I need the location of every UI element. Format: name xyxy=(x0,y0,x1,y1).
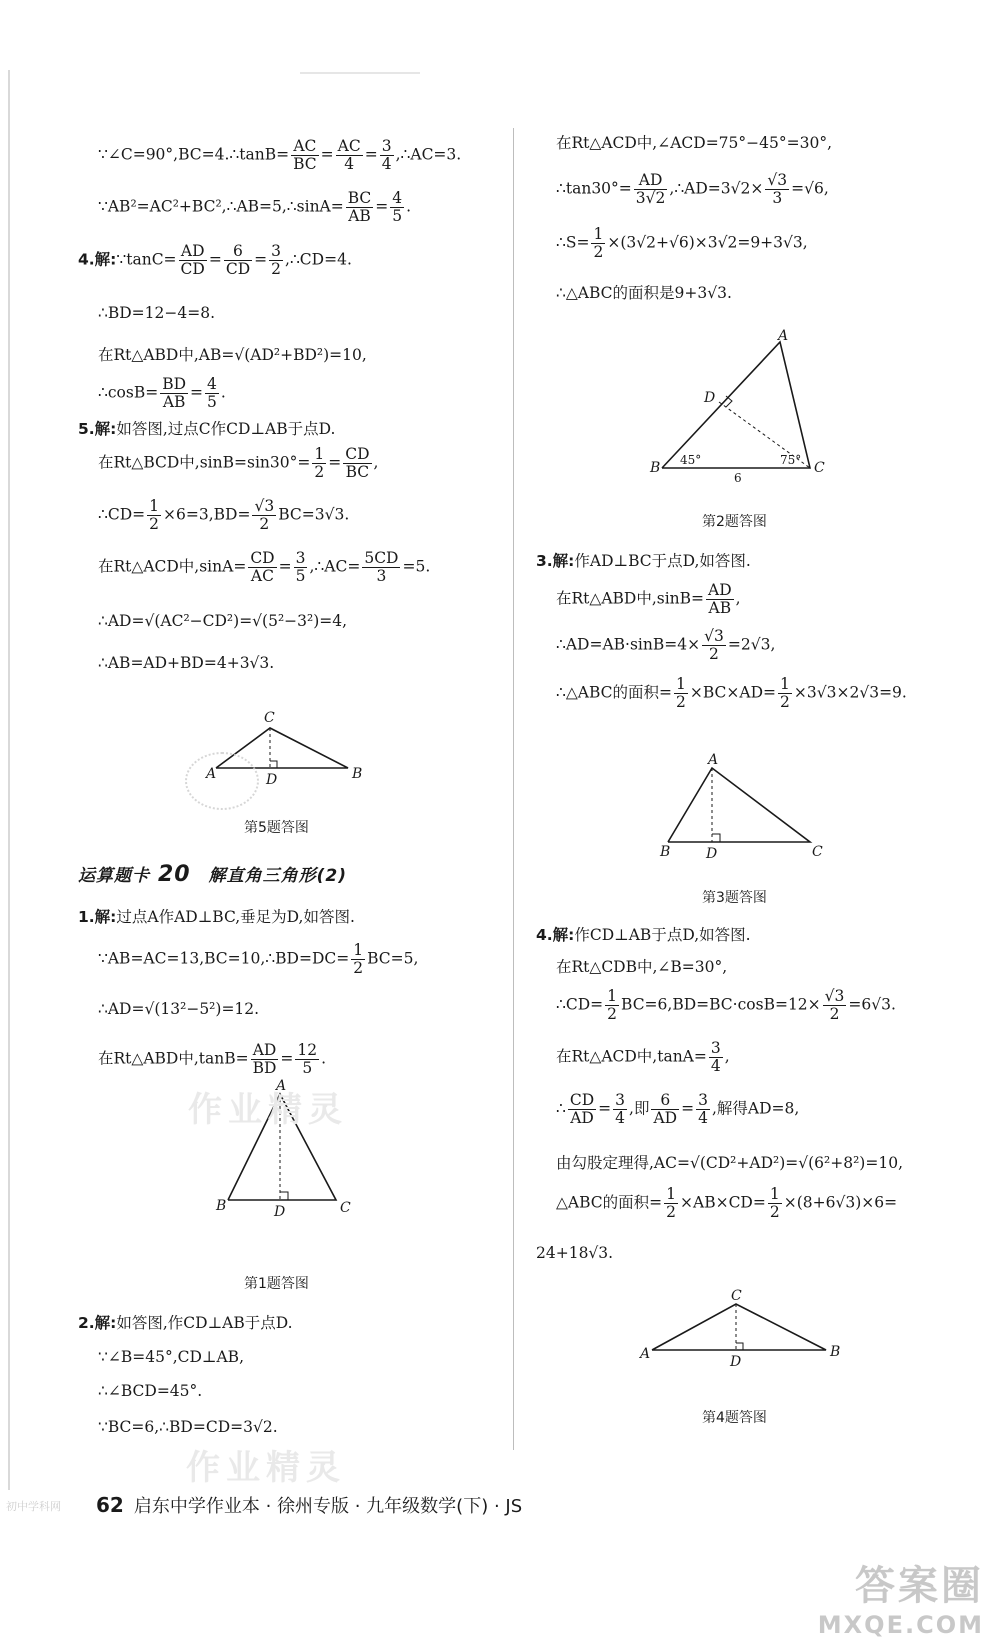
numerator: 12 xyxy=(297,1041,318,1059)
numerator: 3 xyxy=(698,1091,708,1109)
column-divider xyxy=(513,128,514,1450)
text: ,∴CD=4. xyxy=(285,250,352,269)
faint-stamp-mark xyxy=(185,752,259,810)
fig4-label-b: B xyxy=(830,1344,841,1360)
text: ×AB×CD= xyxy=(680,1193,766,1212)
q4-line-7 xyxy=(556,1186,897,1221)
text: = xyxy=(208,250,222,269)
fraction xyxy=(651,1092,679,1127)
problem-number: 3.解: xyxy=(536,552,575,570)
p5-line-6: ∴AB=AD+BD=4+3√3. xyxy=(98,654,275,672)
fraction xyxy=(709,1040,723,1075)
text: ∴tan30°= xyxy=(556,179,632,198)
denominator: 2 xyxy=(353,959,364,978)
numerator: AC xyxy=(291,138,319,156)
text: = xyxy=(598,1099,612,1118)
fraction xyxy=(291,138,319,173)
numerator: 3 xyxy=(295,549,306,567)
fig2-caption: 第2题答图 xyxy=(702,514,767,530)
numerator: 5CD xyxy=(364,549,399,567)
fraction xyxy=(778,676,792,711)
fig3-label-a: A xyxy=(708,752,719,768)
numerator: √3 xyxy=(824,987,845,1005)
fraction xyxy=(205,376,219,411)
text: 在Rt△ABD中,sinB= xyxy=(556,589,705,608)
fraction xyxy=(568,1092,596,1127)
numerator: 1 xyxy=(314,445,325,463)
fraction xyxy=(295,1042,319,1077)
q1-line-1 xyxy=(78,908,355,927)
denominator: 2 xyxy=(607,1005,618,1024)
text: ,∴AD=3√2× xyxy=(669,179,764,198)
denominator: 2 xyxy=(271,260,282,279)
q4-line-8: 24+18√3. xyxy=(536,1244,614,1262)
fraction xyxy=(696,1092,710,1127)
fig4-caption: 第4题答图 xyxy=(702,1410,767,1426)
corner-logo-url: MXQE.COM xyxy=(817,1611,984,1639)
numerator: AD xyxy=(251,1042,279,1060)
text: △ABC的面积= xyxy=(556,1193,663,1212)
text: ∵AB=AC=13,BC=10,∴BD=DC= xyxy=(98,949,350,968)
p5-line-5: ∴AD=√(AC²−CD²)=√(5²−3²)=4, xyxy=(98,612,348,630)
numerator: BD xyxy=(162,375,187,393)
fraction xyxy=(591,226,605,261)
fraction xyxy=(380,138,394,173)
denominator: 2 xyxy=(259,515,270,534)
numerator: AD xyxy=(179,243,207,261)
denominator: 2 xyxy=(666,1203,677,1222)
fig2-base-length: 6 xyxy=(734,471,742,485)
text: ∴△ABC的面积= xyxy=(556,683,673,702)
problem-number: 4.解: xyxy=(78,250,117,269)
text: . xyxy=(220,383,226,402)
problem-number: 2.解: xyxy=(78,1314,117,1332)
r-line-4: ∴△ABC的面积是9+3√3. xyxy=(556,284,732,302)
numerator: BC xyxy=(347,189,372,207)
fig5-label-c: C xyxy=(264,710,275,726)
text: = xyxy=(320,145,334,164)
fraction xyxy=(664,1186,678,1221)
text: . xyxy=(321,1049,327,1068)
numerator: 1 xyxy=(149,497,160,515)
fig1-label-a: A xyxy=(276,1078,287,1094)
text: = xyxy=(254,250,268,269)
q3-line-3 xyxy=(556,628,775,663)
fig2-label-c: C xyxy=(814,460,825,476)
denominator: 2 xyxy=(829,1005,840,1024)
numerator: 1 xyxy=(780,675,790,693)
fig1-label-d: D xyxy=(274,1204,286,1220)
fig5-label-a: A xyxy=(206,766,217,782)
denominator: 4 xyxy=(381,155,392,174)
numerator: 4 xyxy=(207,375,217,393)
denominator: 5 xyxy=(392,207,403,226)
denominator: CD xyxy=(180,260,205,279)
text: , xyxy=(724,1047,730,1066)
fraction xyxy=(351,942,365,977)
fig3-label-d: D xyxy=(706,846,718,862)
denominator: BC xyxy=(345,463,370,482)
text: 在Rt△ACD中,sinA= xyxy=(98,557,247,576)
fraction xyxy=(269,243,283,278)
fraction xyxy=(179,243,207,278)
fig4-triangle xyxy=(640,1290,850,1380)
text: ∵AB²=AC²+BC²,∴AB=5,∴sinA= xyxy=(98,197,344,216)
fraction xyxy=(294,550,308,585)
text: 作AD⊥BC于点D,如答图. xyxy=(574,552,751,570)
page-footer xyxy=(96,1492,522,1518)
p4-line-3: 在Rt△ABD中,AB=√(AD²+BD²)=10, xyxy=(98,346,367,364)
text: 运算题卡 xyxy=(78,866,150,886)
text: =√6, xyxy=(791,179,829,198)
text: BC=3√3. xyxy=(278,505,350,524)
numerator: 3 xyxy=(710,1039,721,1057)
fig5-caption: 第5题答图 xyxy=(244,820,309,836)
fig1-caption: 第1题答图 xyxy=(244,1276,309,1292)
r-line-1: 在Rt△ACD中,∠ACD=75°−45°=30°, xyxy=(556,134,833,152)
fraction xyxy=(706,582,734,617)
text: = xyxy=(364,145,378,164)
fraction xyxy=(362,550,400,585)
q4-line-5 xyxy=(556,1092,799,1127)
numerator: 4 xyxy=(392,189,403,207)
denominator: AB xyxy=(162,393,186,412)
fraction xyxy=(147,498,161,533)
text: ,即 xyxy=(629,1099,650,1118)
q1-line-3: ∴AD=√(13²−5²)=12. xyxy=(98,1000,260,1018)
q4-line-1 xyxy=(536,926,751,945)
text: ∴CD= xyxy=(98,505,146,524)
denominator: 2 xyxy=(780,693,790,712)
r-line-3 xyxy=(556,226,808,261)
fig4-label-c: C xyxy=(731,1288,742,1304)
fraction xyxy=(674,676,688,711)
text: ×3√3×2√3=9. xyxy=(793,683,907,702)
denominator: 2 xyxy=(709,645,719,664)
numerator: 6 xyxy=(651,1092,679,1110)
corner-watermark-logo xyxy=(818,1554,984,1639)
fraction xyxy=(390,190,404,225)
numerator: 1 xyxy=(769,1185,780,1203)
text: ×6=3,BD= xyxy=(163,505,251,524)
text: = xyxy=(190,383,204,402)
problem-number: 4.解: xyxy=(536,926,575,944)
q4-line-3 xyxy=(556,988,896,1023)
text: ∵tanC= xyxy=(116,250,177,269)
q4-line-4 xyxy=(556,1040,730,1075)
text: ×(8+6√3)×6= xyxy=(783,1193,898,1212)
text: = xyxy=(328,453,342,472)
section-title xyxy=(78,862,347,888)
numerator: 3 xyxy=(381,137,392,155)
q4-line-6: 由勾股定理得,AC=√(CD²+AD²)=√(6²+8²)=10, xyxy=(556,1154,903,1172)
text: 解直角三角形(2) xyxy=(208,866,347,886)
fraction xyxy=(312,446,326,481)
numerator: 3 xyxy=(615,1091,626,1109)
numerator: √3 xyxy=(704,627,724,645)
text: 如答图,过点C作CD⊥AB于点D. xyxy=(116,420,336,438)
q2-line-3: ∴∠BCD=45°. xyxy=(98,1382,203,1400)
fraction xyxy=(251,1042,279,1077)
fraction xyxy=(634,172,668,207)
text: BC=6,BD=BC·cosB=12× xyxy=(621,995,821,1014)
text: ∴S= xyxy=(556,233,590,252)
fig2-diagram xyxy=(650,330,830,484)
fraction xyxy=(346,190,374,225)
p5-line-4 xyxy=(98,550,430,585)
denominator: CD xyxy=(225,260,251,279)
denominator: AB xyxy=(708,599,732,618)
p5-line-1 xyxy=(78,420,335,439)
denominator: 3 xyxy=(376,567,387,586)
denominator: 2 xyxy=(149,515,160,534)
top-rule xyxy=(300,72,420,74)
text: ×BC×AD= xyxy=(689,683,777,702)
fig3-diagram xyxy=(660,752,830,864)
q3-line-2 xyxy=(556,582,741,617)
fraction xyxy=(765,172,789,207)
text: 在Rt△ACD中,tanA= xyxy=(556,1047,707,1066)
fig2-label-d: D xyxy=(704,390,716,406)
fig3-label-b: B xyxy=(660,844,671,860)
text: ,∴AC=3. xyxy=(395,145,462,164)
fig3-label-c: C xyxy=(812,844,823,860)
fraction xyxy=(768,1186,782,1221)
text: ∴ xyxy=(556,1099,566,1118)
corner-logo-text: 答案圈 xyxy=(855,1563,984,1609)
q4-line-2: 在Rt△CDB中,∠B=30°, xyxy=(556,958,728,976)
q1-line-2 xyxy=(98,942,418,977)
p4-line-4 xyxy=(98,376,226,411)
denominator: 2 xyxy=(593,243,604,262)
text: , xyxy=(735,589,741,608)
text: =6√3. xyxy=(848,995,896,1014)
denominator: 4 xyxy=(615,1109,626,1128)
fig4-label-d: D xyxy=(730,1354,742,1370)
text: ∵∠C=90°,BC=4.∴tanB= xyxy=(98,145,290,164)
fraction xyxy=(605,988,619,1023)
fig2-triangle xyxy=(650,328,830,485)
text: = xyxy=(280,1049,294,1068)
numerator: AD xyxy=(708,581,732,599)
denominator: AC xyxy=(250,567,274,586)
text: =5. xyxy=(402,557,431,576)
text: , xyxy=(373,453,379,472)
p5-line-2 xyxy=(98,446,378,481)
denominator: 4 xyxy=(698,1109,708,1128)
fraction xyxy=(336,138,363,173)
denominator: 2 xyxy=(769,1203,780,1222)
text: BC=5, xyxy=(367,949,419,968)
fig5-label-b: B xyxy=(352,766,363,782)
numerator: 1 xyxy=(607,987,618,1005)
fig3-caption: 第3题答图 xyxy=(702,890,767,906)
fraction xyxy=(224,243,252,278)
fraction xyxy=(823,988,847,1023)
corner-mark-left: 初中学科网 xyxy=(6,1500,61,1513)
denominator: AB xyxy=(348,207,371,226)
fraction xyxy=(702,628,726,663)
text: ×(3√2+√6)×3√2=9+3√3, xyxy=(607,233,808,252)
numerator: 1 xyxy=(676,675,686,693)
card-number: 20 xyxy=(158,862,191,887)
numerator: CD xyxy=(250,549,275,567)
numerator: CD xyxy=(569,1091,595,1109)
numerator: 6 xyxy=(224,243,252,261)
text: 过点A作AD⊥BC,垂足为D,如答图. xyxy=(116,908,355,926)
denominator: AD xyxy=(653,1109,678,1128)
text: ∴cosB= xyxy=(98,383,159,402)
text: = xyxy=(375,197,389,216)
denominator: 3√2 xyxy=(635,189,666,208)
numerator: 1 xyxy=(666,1185,677,1203)
watermark-2: 作业精灵 xyxy=(186,1448,346,1488)
r-line-2 xyxy=(556,172,829,207)
numerator: CD xyxy=(345,445,370,463)
text: 在Rt△BCD中,sinB=sin30°= xyxy=(98,453,311,472)
denominator: 2 xyxy=(314,463,325,482)
fig2-label-a: A xyxy=(778,328,789,344)
text: ,∴AC= xyxy=(309,557,361,576)
problem-number: 5.解: xyxy=(78,420,117,438)
numerator: √3 xyxy=(254,497,275,515)
text: . xyxy=(406,197,412,216)
denominator: 2 xyxy=(676,693,686,712)
numerator: 1 xyxy=(353,941,364,959)
text: ∴CD= xyxy=(556,995,604,1014)
text: = xyxy=(681,1099,695,1118)
denominator: 4 xyxy=(710,1057,721,1076)
line-2 xyxy=(98,190,411,225)
fig1-label-c: C xyxy=(340,1200,351,1216)
fig2-angle-c: 75° xyxy=(780,453,802,467)
q2-line-1 xyxy=(78,1314,293,1333)
p5-line-3 xyxy=(98,498,349,533)
p4-line-2: ∴BD=12−4=8. xyxy=(98,304,216,322)
denominator: 4 xyxy=(344,155,355,174)
numerator: 3 xyxy=(271,242,282,260)
text: = xyxy=(278,557,292,576)
problem-number: 1.解: xyxy=(78,908,117,926)
numerator: √3 xyxy=(767,171,788,189)
text: 在Rt△ABD中,tanB= xyxy=(98,1049,249,1068)
fig4-label-a: A xyxy=(640,1346,651,1362)
denominator: AD xyxy=(570,1109,594,1128)
fig2-label-b: B xyxy=(650,460,661,476)
page-edge xyxy=(8,70,10,1490)
book-title: 启东中学作业本 · 徐州专版 · 九年级数学(下) · JS xyxy=(133,1496,523,1517)
watermark-1: 作业精灵 xyxy=(188,1090,348,1130)
fraction xyxy=(252,498,276,533)
text: ,解得AD=8, xyxy=(711,1099,800,1118)
text: 作CD⊥AB于点D,如答图. xyxy=(574,926,751,944)
text: 如答图,作CD⊥AB于点D. xyxy=(116,1314,293,1332)
line-1 xyxy=(98,138,461,173)
denominator: BC xyxy=(293,155,317,174)
text: =2√3, xyxy=(727,635,776,654)
fraction xyxy=(160,376,188,411)
denominator: 3 xyxy=(772,189,783,208)
q3-line-1 xyxy=(536,552,751,571)
denominator: 5 xyxy=(207,393,217,412)
q3-line-4 xyxy=(556,676,907,711)
page-number: 62 xyxy=(96,1493,124,1517)
denominator: BD xyxy=(252,1059,277,1078)
q2-line-4: ∵BC=6,∴BD=CD=3√2. xyxy=(98,1418,278,1436)
fig3-triangle xyxy=(660,752,830,862)
numerator: AC xyxy=(337,137,361,155)
text: ∴AD=AB·sinB=4× xyxy=(556,635,701,654)
fig2-angle-b: 45° xyxy=(680,453,702,467)
fraction xyxy=(343,446,371,481)
q2-line-2: ∵∠B=45°,CD⊥AB, xyxy=(98,1348,245,1366)
fig5-label-d: D xyxy=(266,772,278,788)
denominator: 5 xyxy=(295,567,306,586)
numerator: 1 xyxy=(593,225,604,243)
fraction xyxy=(248,550,276,585)
fraction xyxy=(613,1092,627,1127)
numerator: AD xyxy=(634,172,668,190)
fig1-label-b: B xyxy=(216,1198,227,1214)
p4-line-1 xyxy=(78,243,352,278)
q1-line-4 xyxy=(98,1042,326,1077)
fig4-diagram xyxy=(640,1290,850,1384)
denominator: 5 xyxy=(302,1059,313,1078)
